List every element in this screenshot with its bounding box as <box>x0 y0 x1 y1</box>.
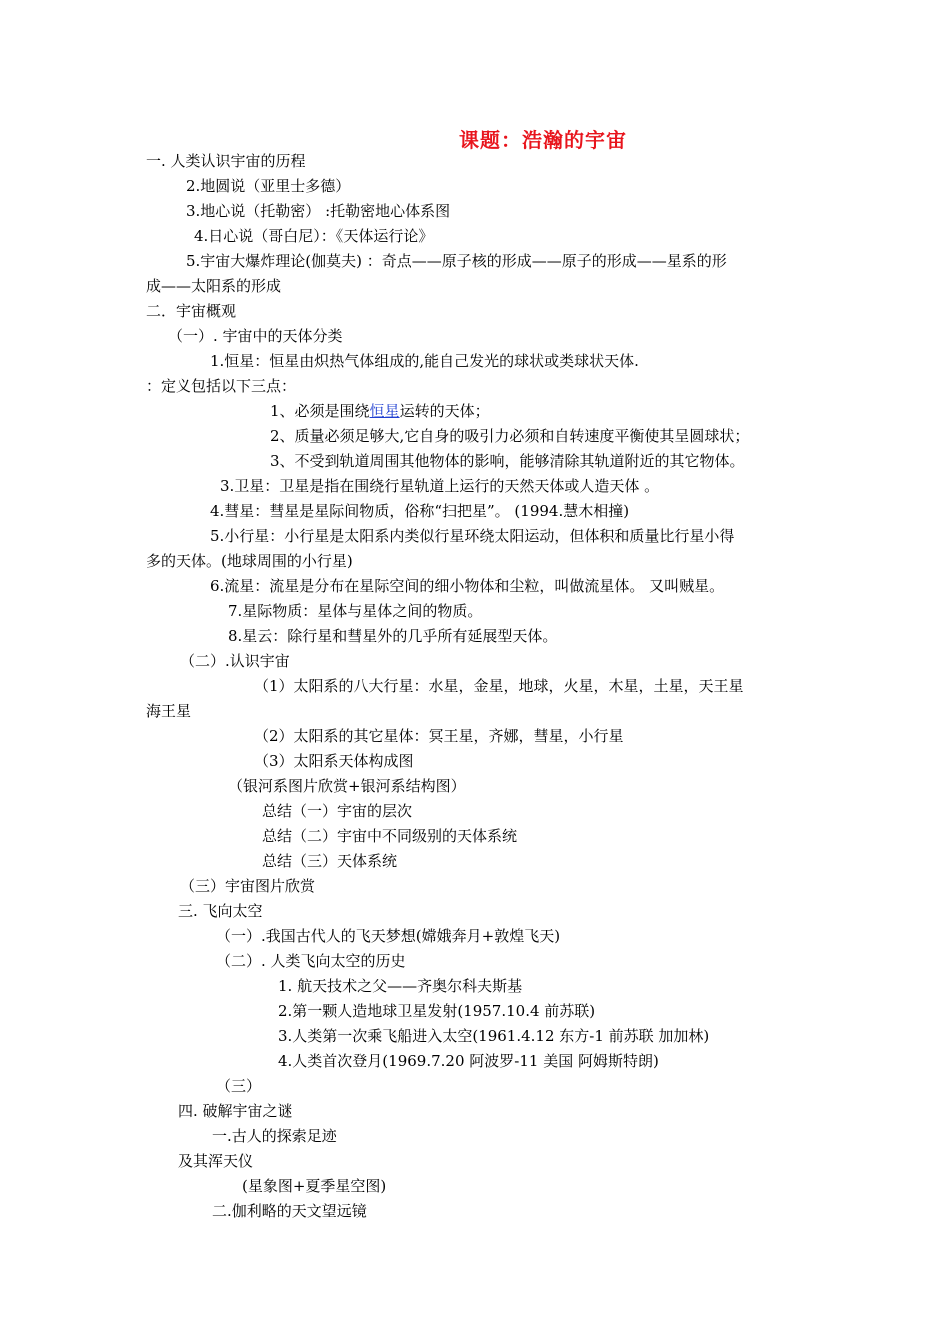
section-4-heading: 四. 破解宇宙之谜 <box>178 1102 293 1120</box>
list-item: 3.人类第一次乘飞船进入太空(1961.4.12 东方-1 前苏联 加加林) <box>278 1027 710 1045</box>
list-item: 4.彗星：彗星是星际间物质，俗称“扫把星”。 (1994.慧木相撞) <box>210 502 630 520</box>
summary-line: 总结（一）宇宙的层次 <box>262 802 413 820</box>
subsection-heading: （三） <box>216 1077 262 1095</box>
list-item: 3.地心说（托勒密） :托勒密地心体系图 <box>186 202 451 220</box>
list-item: 5.小行星：小行星是太阳系内类似行星环绕太阳运动，但体积和质量比行星小得 <box>210 527 735 545</box>
list-item: （2）太阳系的其它星体：冥王星，齐娜，彗星，小行星 <box>254 727 624 745</box>
list-item: 4.人类首次登月(1969.7.20 阿波罗-11 美国 阿姆斯特朗) <box>278 1052 659 1070</box>
subsection-heading: （三）宇宙图片欣赏 <box>180 877 316 895</box>
list-item: 1.恒星：恒星由炽热气体组成的,能自己发光的球状或类球状天体. <box>210 352 639 370</box>
list-item-continuation: 成——太阳系的形成 <box>146 277 282 295</box>
list-item: （3）太阳系天体构成图 <box>254 752 414 770</box>
subsection-heading: （一）.我国古代人的飞天梦想(嫦娥奔月+敦煌飞天) <box>216 927 561 945</box>
list-item: 1. 航天技术之父——齐奥尔科夫斯基 <box>278 977 523 995</box>
definition-text: 1、必须是围绕 <box>270 402 370 420</box>
picture-note: （银河系图片欣赏+银河系结构图） <box>228 777 466 795</box>
definition-item <box>270 401 490 421</box>
list-item: 6.流星：流星是分布在星际空间的细小物体和尘粒，叫做流星体。 又叫贼星。 <box>210 577 725 595</box>
definition-text: 运转的天体； <box>399 402 490 420</box>
list-item-continuation: 及其浑天仪 <box>178 1152 254 1170</box>
summary-line: 总结（二）宇宙中不同级别的天体系统 <box>262 827 518 845</box>
subsection-heading: 一.古人的探索足迹 <box>212 1127 337 1145</box>
definition-item: 2、质量必须足够大,它自身的吸引力必须和自转速度平衡使其呈圆球状； <box>270 427 750 445</box>
subsection-heading: （二）. 人类飞向太空的历史 <box>216 952 406 970</box>
subsection-heading: 二.伽利略的天文望远镜 <box>212 1202 367 1220</box>
section-3-heading: 三. 飞向太空 <box>178 902 263 920</box>
subsection-heading: （二）.认识宇宙 <box>180 652 290 670</box>
list-item-continuation: 多的天体。(地球周围的小行星) <box>146 552 353 570</box>
list-item: 7.星际物质：星体与星体之间的物质。 <box>228 602 483 620</box>
list-item: 2.第一颗人造地球卫星发射(1957.10.4 前苏联) <box>278 1002 596 1020</box>
list-item: 5.宇宙大爆炸理论(伽莫夫) ：奇点——原子核的形成——原子的形成——星系的形 <box>186 252 727 270</box>
section-1-heading: 一. 人类认识宇宙的历程 <box>146 152 306 170</box>
page-title: 课题：浩瀚的宇宙 <box>459 128 627 152</box>
list-item: 8.星云：除行星和彗星外的几乎所有延展型天体。 <box>228 627 558 645</box>
picture-note: (星象图+夏季星空图) <box>242 1177 387 1195</box>
summary-line: 总结（三）天体系统 <box>262 852 398 870</box>
definition-item: 3、不受到轨道周围其他物体的影响，能够清除其轨道附近的其它物体。 <box>270 452 745 470</box>
list-item: 4.日心说（哥白尼）：《天体运行论》 <box>194 227 434 245</box>
definition-intro: ：定义包括以下三点： <box>146 377 297 395</box>
list-item: 3.卫星：卫星是指在围绕行星轨道上运行的天然天体或人造天体 。 <box>220 477 660 495</box>
star-link[interactable]: 恒星 <box>369 402 400 420</box>
section-2-heading: 二．宇宙概观 <box>146 302 237 320</box>
list-item: （1）太阳系的八大行星：水星，金星，地球，火星，木星，土星，天王星 <box>254 677 744 695</box>
list-item-continuation: 海王星 <box>146 702 192 720</box>
subsection-heading: （一）. 宇宙中的天体分类 <box>168 327 343 345</box>
list-item: 2.地圆说（亚里士多德） <box>186 177 351 195</box>
